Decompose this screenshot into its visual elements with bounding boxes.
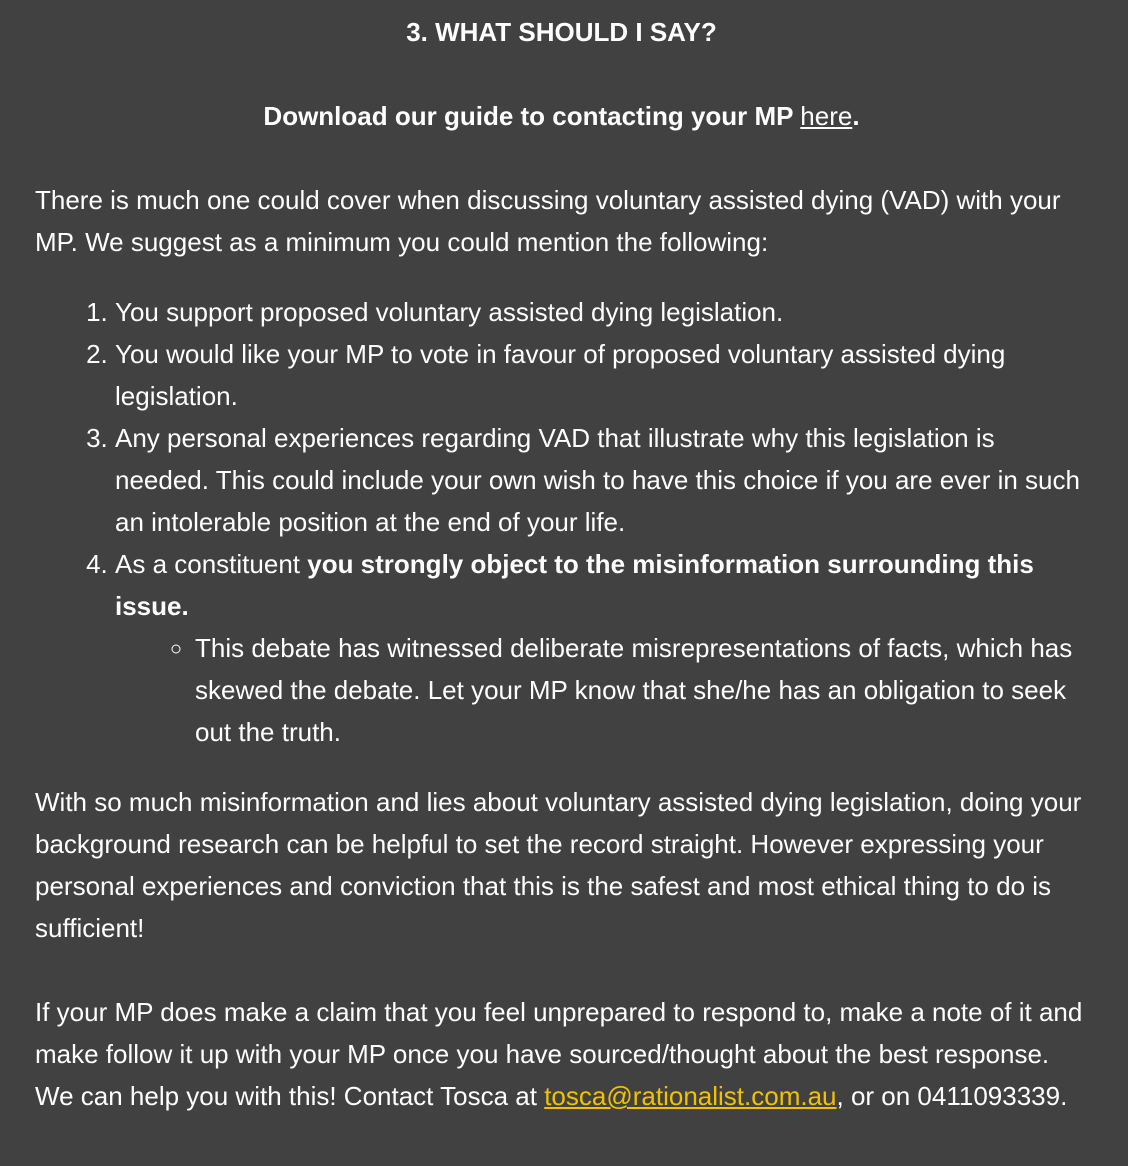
list-item: 2. You would like your MP to vote in favour of proposed voluntary assisted dying legislation. [115,333,1088,417]
point4-emphasis: you strongly object to the misinformation surrounding this issue. [115,549,1034,621]
talking-points-list [35,291,1088,753]
contact-phone-text: , or on 0411093339. [836,1081,1068,1111]
list-item: 3. Any personal experiences regarding VAD that illustrate why this legislation is needed. This could include your own wish to have this choice if you are ever in such an intolerable position at the end of your life. [115,417,1088,543]
download-guide-line [35,95,1088,137]
download-text: Download our guide to contacting your MP [263,101,801,131]
download-trail: . [852,101,860,131]
intro-paragraph: There is much one could cover when discussing voluntary assisted dying (VAD) with your MP. We suggest as a minimum you could mention the following: [35,185,1061,257]
section-heading: 3. WHAT SHOULD I SAY? [406,17,717,47]
list-item: 1. You support proposed voluntary assisted dying legislation. [115,291,1088,333]
point4-prefix: As a constituent [115,549,308,579]
sub-list-item: ◦ This debate has witnessed deliberate misrepresentations of facts, which has skewed the debate. Let your MP know that she/he has an obligation to seek out the truth. [195,627,1088,753]
email-link[interactable]: tosca@rationalist.com.au [544,1081,837,1111]
sub-list [115,627,1088,753]
contact-text: If your MP does make a claim that you feel unprepared to respond to, make a note of it and make follow it up with your MP once you have sourced/thought about the best response. We can help you with this! Contact Tosca at [35,997,1083,1111]
list-item [115,543,1088,753]
contact-paragraph [35,991,1088,1117]
download-guide-link[interactable]: here [800,101,853,131]
research-paragraph: With so much misinformation and lies about voluntary assisted dying legislation, doing your background research can be helpful to set the record straight. However expressing your personal experiences and conviction that this is the safest and most ethical thing to do is sufficient! [35,787,1082,943]
